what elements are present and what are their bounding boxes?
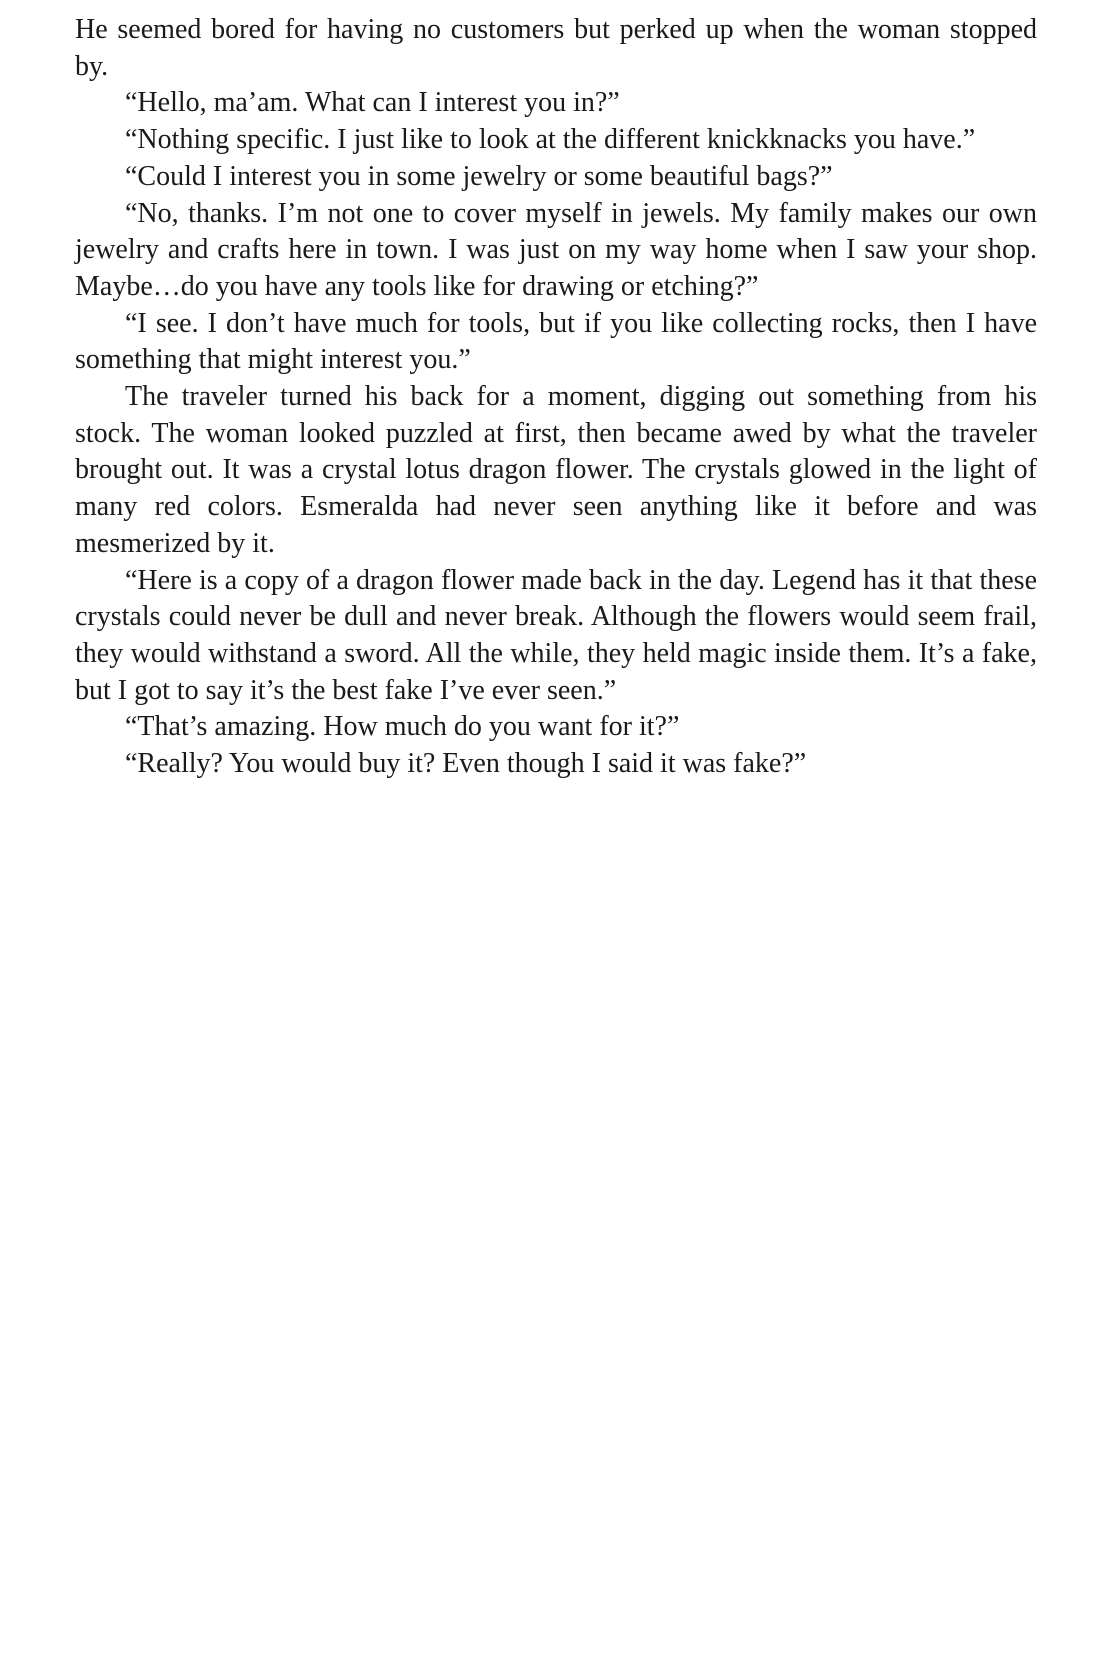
paragraph: “No, thanks. I’m not one to cover myself in jewels. My family makes our own jewelry and crafts here in town. I was just on my way home when I saw your shop. Maybe…do you have any tools like for drawing or etching?” bbox=[75, 197, 1037, 302]
paragraph: “That’s amazing. How much do you want for it?” bbox=[125, 711, 680, 743]
paragraph: “Could I interest you in some jewelry or some beautiful bags?” bbox=[125, 160, 833, 192]
paragraph: “I see. I don’t have much for tools, but if you like collecting rocks, then I have something that might interest you.” bbox=[75, 307, 1037, 376]
paragraph: “Here is a copy of a dragon flower made back in the day. Legend has it that these crystals could never be dull and never break. Although the flowers would seem frail, they would withstand a sword. All the while, they held magic inside them. It’s a fake, but I got to say it’s the best fake I’ve ever seen.” bbox=[75, 564, 1037, 706]
paragraph: “Hello, ma’am. What can I interest you in?” bbox=[125, 87, 620, 119]
page-body bbox=[75, 12, 1037, 783]
paragraph: The traveler turned his back for a moment, digging out something from his stock. The woman looked puzzled at first, then became awed by what the traveler brought out. It was a crystal lotus dragon flower. The crystals glowed in the light of many red colors. Esmeralda had never seen anything like it before and was mesmerized by it. bbox=[75, 381, 1037, 559]
paragraph: He seemed bored for having no customers but perked up when the woman stopped by. bbox=[75, 14, 1037, 82]
paragraph: “Really? You would buy it? Even though I said it was fake?” bbox=[125, 748, 807, 780]
paragraph: “Nothing specific. I just like to look at the different knickknacks you have.” bbox=[125, 124, 976, 156]
